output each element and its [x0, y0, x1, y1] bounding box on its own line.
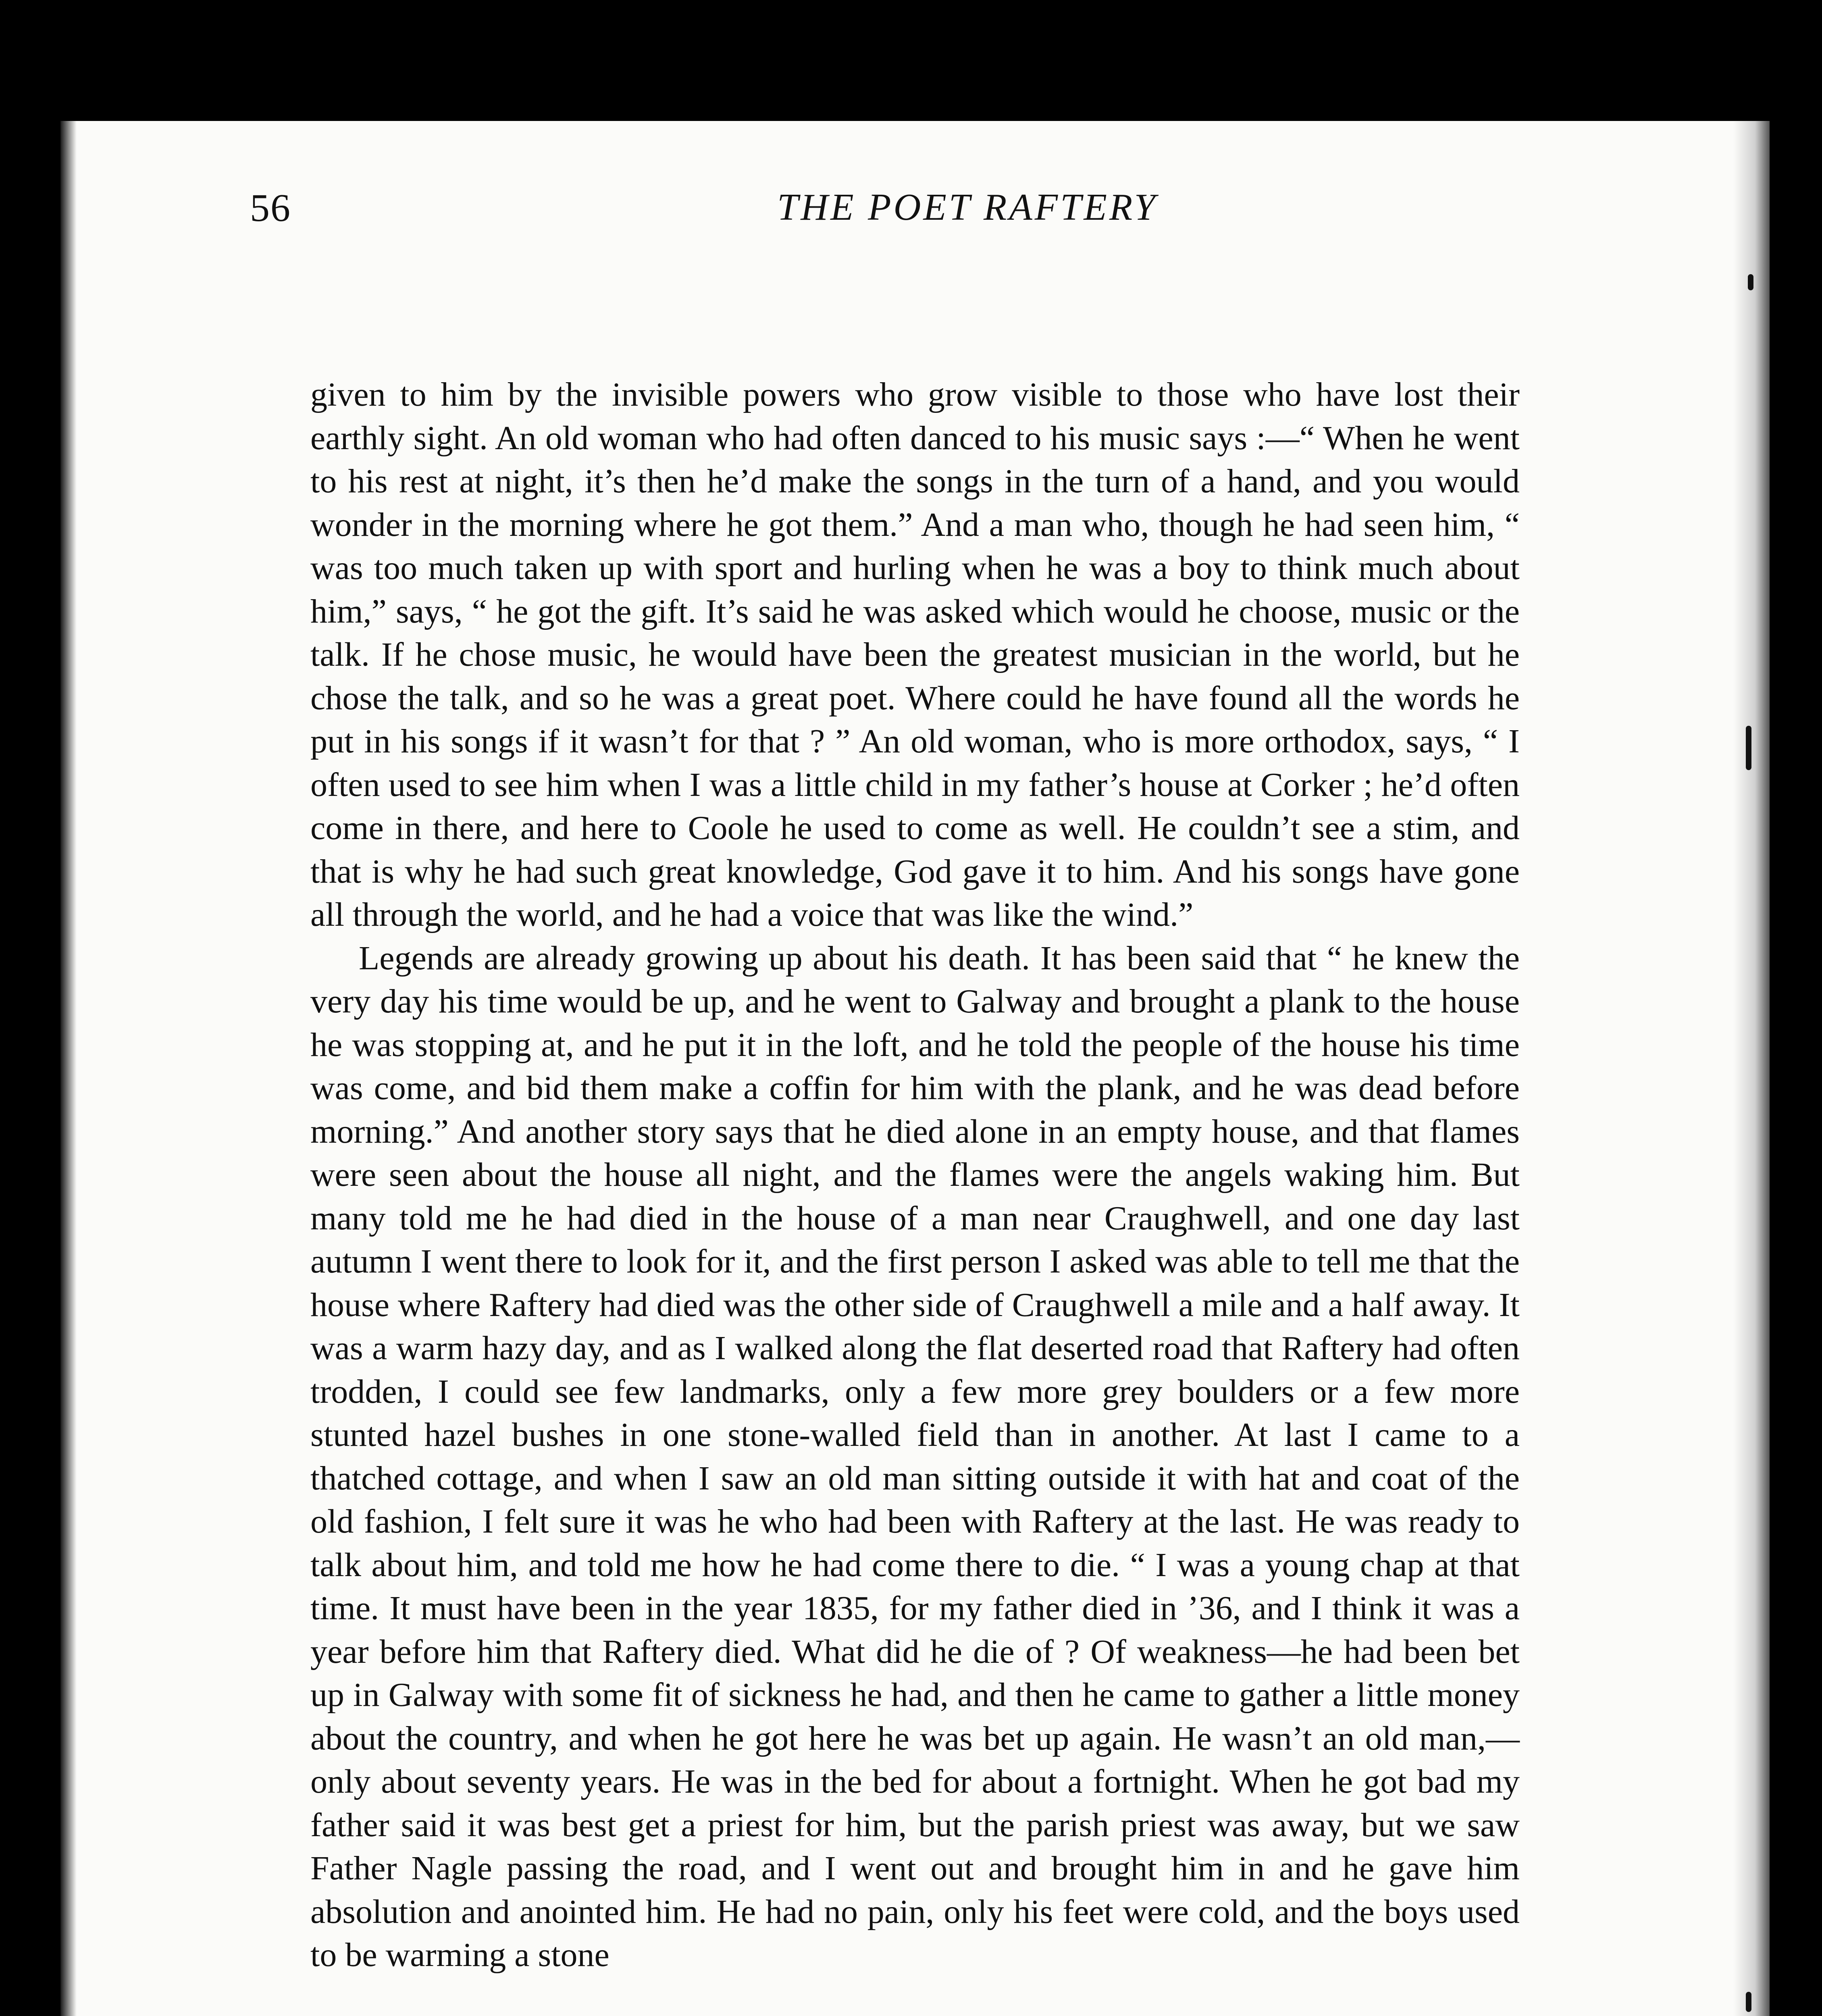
- page-gutter-shadow: [60, 121, 77, 2016]
- edge-mark: [1746, 1992, 1751, 2012]
- edge-mark: [1746, 726, 1751, 770]
- page-header: [250, 185, 1685, 242]
- page-edge: [1733, 121, 1770, 2016]
- paragraph: given to him by the invisible powers who grow visible to those who have lost their earthly sight. An old woman who had often danced to his music says :—“ When he went to his rest at night, it’s then he’d make the songs in the turn of a hand, and you would wonder in the morning where he got them.” And a man who, though he had seen him, “ was too much taken up with sport and hurling when he was a boy to think much about him,” says, “ he got the gift. It’s said he was asked which would he choose, music or the talk. If he chose music, he would have been the greatest musician in the world, but he chose the talk, and so he was a great poet. Where could he have found all the words he put in his songs if it wasn’t for that ? ” An old woman, who is more orthodox, says, “ I often used to see him when I was a little child in my father’s house at Corker ; he’d often come in there, and here to Coole he used to come as well. He couldn’t see a stim, and that is why he had such great knowledge, God gave it to him. And his songs have gone all through the world, and he had a voice that was like the wind.”: [310, 376, 1520, 933]
- body-text: [310, 373, 1520, 1977]
- paragraph: Legends are already growing up about his death. It has been said that “ he knew the very day his time would be up, and he went to Galway and brought a plank to the house he was stopping at, and he put it in the loft, and he told the people of the house his time was come, and bid them make a coffin for him with the plank, and he was dead before morning.” And another story says that he died alone in an empty house, and that flames were seen about the house all night, and the flames were the angels waking him. But many told me he had died in the house of a man near Craughwell, and one day last autumn I went there to look for it, and the first person I asked was able to tell me that the house where Raftery had died was the other side of Craughwell a mile and a half away. It was a warm hazy day, and as I walked along the flat deserted road that Raftery had often trodden, I could see few landmarks, only a few more grey boulders or a few more stunted hazel bushes in one stone-walled field than in another. At last I came to a thatched cottage, and when I saw an old man sitting outside it with hat and coat of the old fashion, I felt sure it was he who had been with Raftery at the last. He was ready to talk about him, and told me how he had come there to die. “ I was a young chap at that time. It must have been in the year 1835, for my father died in ’36, and I think it was a year before him that Raftery died. What did he die of ? Of weakness—he had been bet up in Galway with some fit of sickness he had, and then he came to gather a little money about the country, and when he got here he was bet up again. He wasn’t an old man,—only about seventy years. He was in the bed for about a fortnight. When he got bad my father said it was best get a priest for him, but the parish priest was away, but we saw Father Nagle passing the road, and I went out and brought him in and he gave him absolution and anointed him. He had no pain, only his feet were cold, and the boys used to be warming a stone: [310, 939, 1520, 1974]
- edge-mark: [1748, 274, 1753, 290]
- running-title: THE POET RAFTERY: [777, 186, 1158, 228]
- page-number: 56: [250, 186, 291, 230]
